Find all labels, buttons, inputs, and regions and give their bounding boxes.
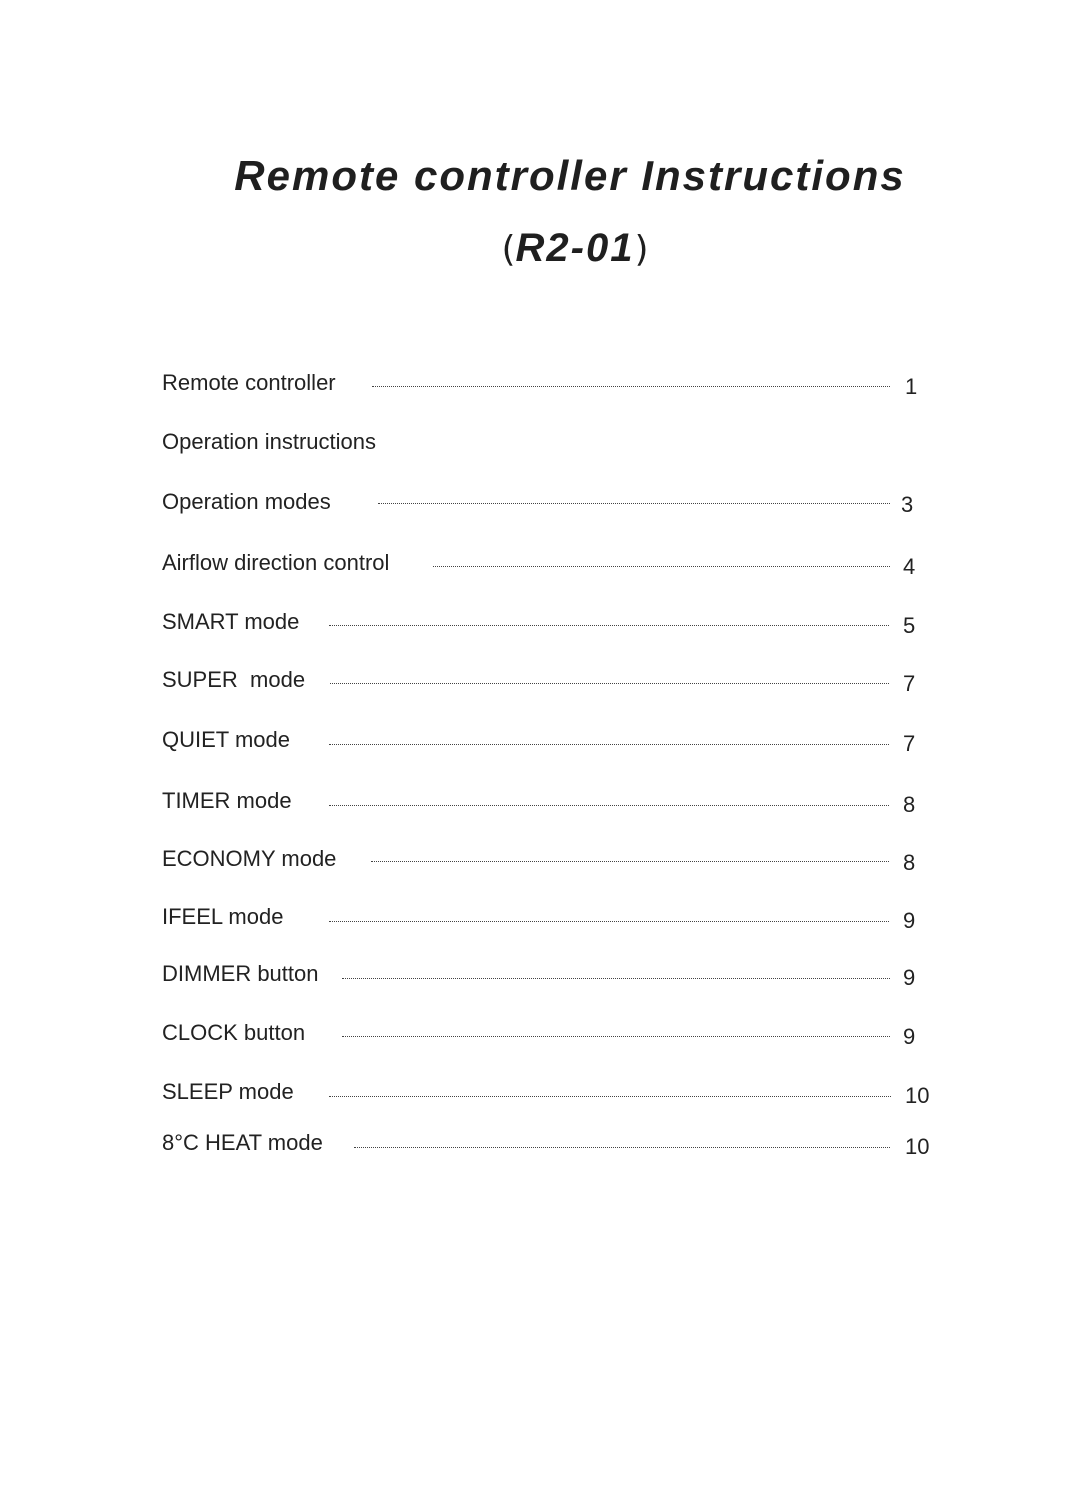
toc-entry-smart-mode [162, 609, 932, 639]
toc-entry-page: 7 [903, 671, 916, 696]
toc-entry-page: 9 [903, 965, 916, 990]
toc-leader-dots [378, 503, 890, 504]
model-number: R2-01 [515, 226, 635, 270]
open-paren: ( [501, 229, 516, 270]
toc-entry-page: 10 [905, 1134, 930, 1159]
close-paren: ) [634, 229, 649, 270]
toc-entry-operation-modes [162, 489, 932, 519]
toc-entry-page: 10 [905, 1083, 930, 1108]
toc-leader-dots [354, 1147, 890, 1148]
toc-entry-page: 1 [905, 374, 918, 399]
toc-entry-page: 8 [903, 792, 916, 817]
document-title: Remote controller Instructions [234, 152, 906, 199]
toc-entry-page: 9 [903, 1024, 916, 1049]
toc-entry-label: Operation modes [162, 489, 331, 514]
toc-entry-super-mode [162, 667, 932, 697]
toc-entry-dimmer-button [162, 961, 932, 991]
toc-entry-page: 3 [901, 492, 914, 517]
toc-entry-timer-mode [162, 788, 932, 818]
toc-entry-label: DIMMER button [162, 961, 319, 986]
toc-entry-sleep-mode [162, 1079, 932, 1109]
toc-entry-label: Airflow direction control [162, 550, 390, 575]
toc-leader-dots [329, 744, 889, 745]
toc-leader-dots [329, 625, 889, 626]
toc-leader-dots [433, 566, 890, 567]
toc-leader-dots [342, 1036, 890, 1037]
toc-leader-dots [342, 978, 890, 979]
toc-entry-label: Remote controller [162, 370, 336, 395]
toc-leader-dots [330, 683, 889, 684]
toc-entry-label: SMART mode [162, 609, 300, 634]
toc-entry-label: ECONOMY mode [162, 846, 337, 871]
toc-entry-operation-instructions [162, 429, 932, 459]
toc-entry-label: 8°C HEAT mode [162, 1130, 323, 1155]
toc-entry-airflow-direction-control [162, 550, 932, 580]
toc-entry-label: QUIET mode [162, 727, 290, 752]
toc-entry-label: TIMER mode [162, 788, 292, 813]
toc-entry-page: 7 [903, 731, 916, 756]
toc-entry-remote-controller [162, 370, 932, 400]
toc-entry-8c-heat-mode [162, 1130, 932, 1160]
toc-entry-label: Operation instructions [162, 429, 376, 454]
toc-entry-label: IFEEL mode [162, 904, 284, 929]
toc-entry-page: 5 [903, 613, 916, 638]
toc-leader-dots [372, 386, 890, 387]
toc-entry-label: SLEEP mode [162, 1079, 294, 1104]
toc-leader-dots [371, 861, 889, 862]
toc-entry-page: 9 [903, 908, 916, 933]
toc-leader-dots [329, 805, 889, 806]
toc-entry-ifeel-mode [162, 904, 932, 934]
toc-entry-page: 4 [903, 554, 916, 579]
toc-entry-clock-button [162, 1020, 932, 1050]
toc-entry-quiet-mode [162, 727, 932, 757]
toc-entry-page: 8 [903, 850, 916, 875]
toc-entry-label: CLOCK button [162, 1020, 306, 1045]
toc-leader-dots [329, 1096, 891, 1097]
toc-entry-label: SUPER mode [162, 667, 306, 692]
toc-leader-dots [329, 921, 889, 922]
model-subtitle [0, 226, 1083, 271]
toc-entry-economy-mode [162, 846, 932, 876]
